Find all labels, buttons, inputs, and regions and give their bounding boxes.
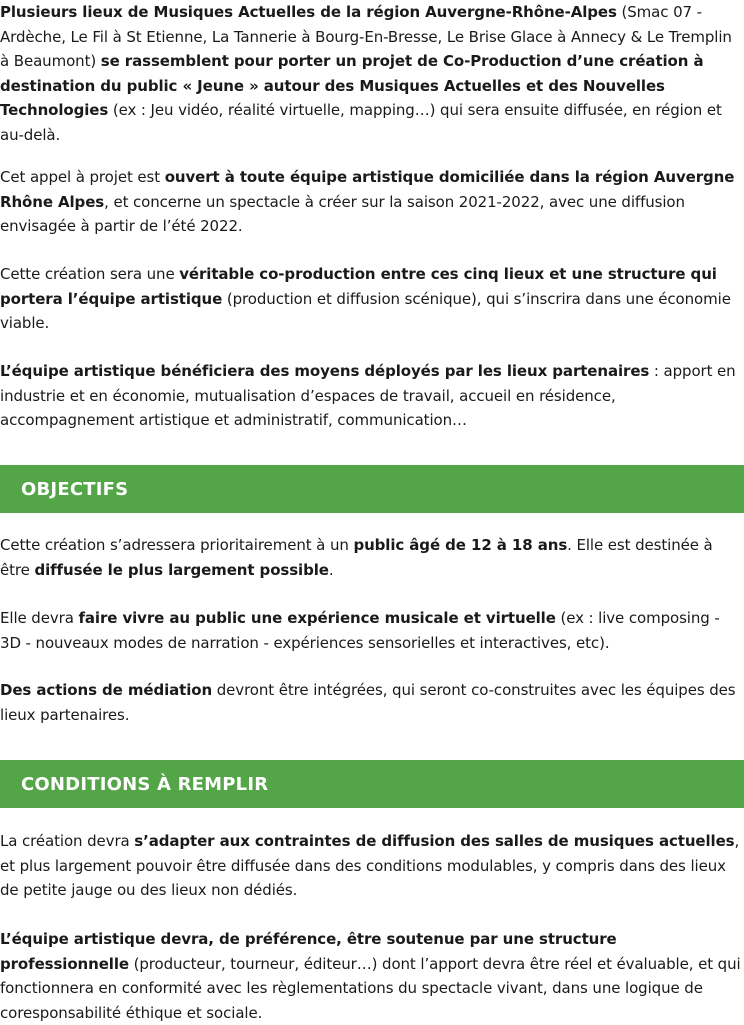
bold-text: ouvert à toute équipe artistique domiciliée dans la région Auvergne Rhône Alpes — [0, 168, 735, 211]
bold-text: diffusée le plus largement possible — [34, 560, 329, 579]
text: Elle devra — [0, 609, 79, 627]
text: (ex : live composing - 3D - nouveaux modes de narration - expériences sensorielles et interactives, etc). — [0, 609, 720, 652]
text: , et plus largement pouvoir être diffusée dans des conditions modulables, y compris dans des lieux de petite jauge ou des lieux non dédiés. — [0, 832, 740, 899]
text: Cette création s’adressera prioritairement à un — [0, 536, 354, 554]
text: . Elle est destinée à être — [0, 536, 713, 579]
bold-text: se rassemblent pour porter un projet de Co-Production d’une création à destination du public « Jeune » autour des Musiques Actuelles et des Nouvelles Technologies — [0, 52, 704, 119]
section-title-objectifs: OBJECTIFS — [21, 478, 129, 500]
text: (production et diffusion scénique), qui s’inscrira dans une économie viable. — [0, 289, 731, 332]
text: , et concerne un spectacle à créer sur la saison 2021-2022, avec une diffusion envisagée à partir de l’été 2022. — [0, 192, 685, 235]
moyens-paragraph — [0, 359, 744, 433]
contraintes-paragraph — [0, 829, 744, 903]
structure-paragraph — [0, 927, 744, 1025]
bold-text: Plusieurs lieux de Musiques Actuelles de la région Auvergne-Rhône-Alpes — [0, 3, 617, 21]
bold-text: faire vivre au public une expérience musicale et virtuelle — [78, 609, 556, 627]
section-banner-objectifs — [0, 465, 744, 513]
text: La création devra — [0, 832, 135, 850]
text: Cet appel à projet est — [0, 168, 165, 186]
text: . — [328, 560, 334, 579]
coprod-paragraph — [0, 262, 744, 336]
intro-paragraph — [0, 0, 744, 147]
public-paragraph — [0, 533, 744, 582]
mediation-paragraph — [0, 678, 744, 727]
text: (producteur, tourneur, éditeur…) dont l’apport devra être réel et évaluable, et qui fonctionnera en conformité avec les règlementations du spectacle vivant, dans une logique de coresponsabilité éthique et sociale. — [0, 954, 741, 1022]
bold-text: s’adapter aux contraintes de diffusion des salles de musiques actuelles — [134, 832, 735, 850]
bold-text: véritable co-production entre ces cinq lieux et une structure qui portera l’équipe artistique — [0, 265, 717, 308]
bold-text: public âgé de 12 à 18 ans — [353, 536, 568, 554]
section-banner-conditions — [0, 760, 744, 808]
bold-text: Des actions de médiation — [0, 681, 213, 699]
text: Cette création sera une — [0, 265, 180, 283]
bold-text: L’équipe artistique bénéficiera des moyens déployés par les lieux partenaires — [0, 362, 650, 380]
bold-text: L’équipe artistique devra, de préférence, être soutenue par une structure professionnelle — [0, 930, 617, 973]
experience-paragraph — [0, 606, 744, 655]
text: : apport en industrie et en économie, mutualisation d’espaces de travail, accueil en résidence, accompagnement artistique et administratif, communication… — [0, 362, 736, 429]
text: devront être intégrées, qui seront co-construites avec les équipes des lieux partenaires. — [0, 681, 736, 724]
appel-paragraph — [0, 165, 744, 239]
text: (ex : Jeu vidéo, réalité virtuelle, mapping…) qui sera ensuite diffusée, en région et au-delà. — [0, 101, 722, 144]
text: (Smac 07 - Ardèche, Le Fil à St Etienne, La Tannerie à Bourg-En-Bresse, Le Brise Glace à Annecy & Le Tremplin à Beaumont) — [0, 3, 732, 70]
section-title-conditions: CONDITIONS À REMPLIR — [21, 773, 269, 795]
